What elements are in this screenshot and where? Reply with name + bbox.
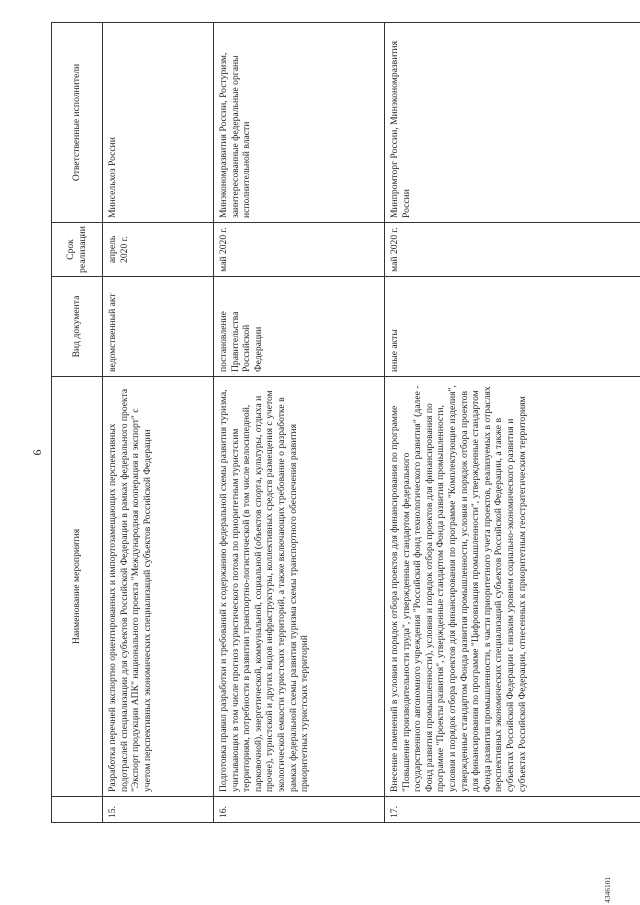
measure-name: Разработка перечней экспортно ориентированных и импортозамещающих перспективных подотраслей специализации для субъектов Российской Федерации в рамках федерального проекта "Экспорт продукции АПК" национального проекта "Международная кооперация и экспорт" с учетом перспективных экономических специализаций субъектов Российской Федерации: [103, 377, 214, 797]
header-doc-type: Вид документа: [52, 277, 103, 377]
row-number: 17.: [385, 797, 640, 823]
measure-name: Внесение изменений в условия и порядок отбора проектов для финансирования по программе "Повышение производительности труда", утвержденные стандартом федерального государственного автономного учреждения "Российский фонд технологического развития" (далее - Фонд развития промышленности), условия и порядок отбора проектов для финансирования по программе "Проекты развития", утвержденные стандартом Фонда развития промышленности, условия и порядок отбора проектов для финансирования по программе "Комплектующие изделия", утвержденные стандартом Фонда развития промышленности, условия и порядок отбора проектов для финансирования по программе "Цифровизация промышленности", утвержденные стандартом Фонда развития промышленности, в части приоритетного учета проектов, реализуемых в отраслях перспективных экономических специализаций субъектов Российской Федерации, а также в субъектах Российской Федерации с низким уровнем социально-экономического развития и субъектах Российской Федерации, отнесенных к приоритетным геостратегическим территориям: [385, 377, 640, 797]
responsible-executors: Минэкономразвития России, Ростуризм, заинтересованные федеральные органы исполнительной власти: [214, 23, 385, 223]
responsible-executors: Минпромторг России, Минэкономразвития России: [385, 23, 640, 223]
document-type: ведомственный акт: [103, 277, 214, 377]
table-row: [103, 23, 214, 823]
table-header-row: [52, 23, 103, 823]
measures-table: [51, 22, 640, 823]
document-type: иные акты: [385, 277, 640, 377]
implementation-term: май 2020 г.: [385, 223, 640, 277]
document-type: постановление Правительства Российской Федерации: [214, 277, 385, 377]
table-row: [385, 23, 640, 823]
implementation-term: май 2020 г.: [214, 223, 385, 277]
document-code: 4346101: [603, 876, 612, 903]
header-term: Срок реализации: [52, 223, 103, 277]
implementation-term: апрель 2020 г.: [103, 223, 214, 277]
header-name: Наименование мероприятия: [52, 377, 103, 797]
header-number: [52, 797, 103, 823]
responsible-executors: Минсельхоз России: [103, 23, 214, 223]
table-row: [214, 23, 385, 823]
row-number: 15.: [103, 797, 214, 823]
header-executors: Ответственные исполнители: [52, 23, 103, 223]
page-number: 6: [30, 449, 44, 456]
measure-name: Подготовка правил разработки и требований к содержанию федеральной схемы развития туризма, учитывающих в том числе прогноз туристического потока по приоритетным туристским территориям, потребности в развитии транспортно-логистической (в том числе велосипедной, парковочной), энергетической, коммунальной, социальной (объектов спорта, культуры, отдыха и прочее), туристской и других видов инфраструктуры, коллективных средств размещения с учетом экологической емкости туристских территорий, а также включающих требование о разработке в рамках федеральной схемы развития туризма схемы транспортного обеспечения развития приоритетных туристских территорий: [214, 377, 385, 797]
row-number: 16.: [214, 797, 385, 823]
